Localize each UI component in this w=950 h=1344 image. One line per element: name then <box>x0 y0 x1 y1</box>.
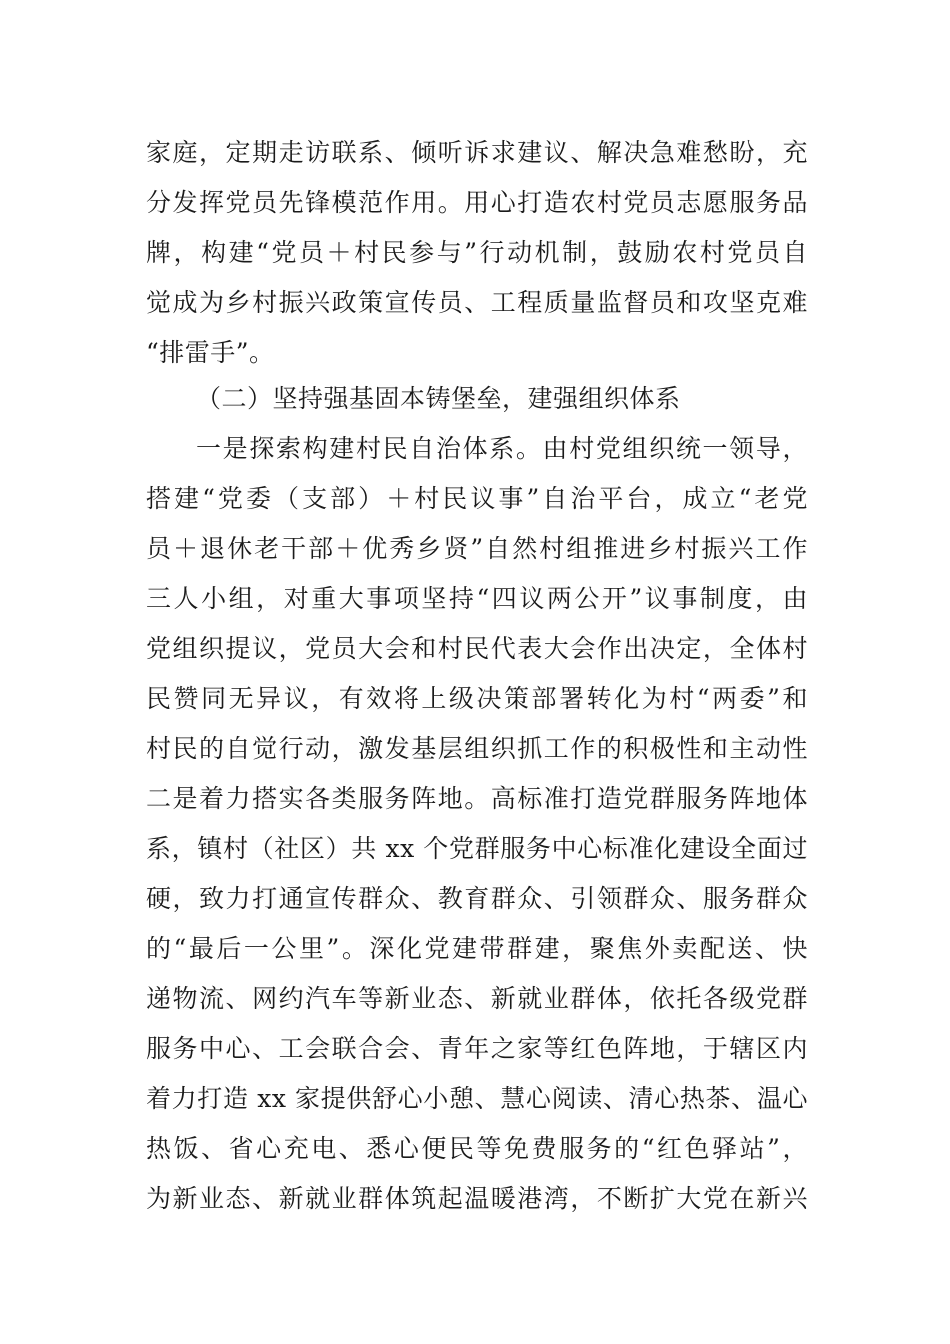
text-line: 的“最后一公里”。深化党建带群建，聚焦外卖配送、快 <box>146 934 808 963</box>
text-line: 服务中心、工会联合会、青年之家等红色阵地，于辖区内 <box>146 1034 808 1063</box>
text-line: 三人小组，对重大事项坚持“四议两公开”议事制度，由 <box>146 584 808 613</box>
text-line: 系，镇村（社区）共 xx 个党群服务中心标准化建设全面过 <box>146 834 808 863</box>
text-line: 家庭，定期走访联系、倾听诉求建议、解决急难愁盼，充 <box>146 138 808 167</box>
section-heading: （二）坚持强基固本铸堡垒，建强组织体系 <box>196 384 681 413</box>
text-line: 着力打造 xx 家提供舒心小憩、慧心阅读、清心热茶、温心 <box>146 1084 808 1113</box>
text-line: 搭建“党委（支部）＋村民议事”自治平台，成立“老党 <box>146 484 808 513</box>
text-line: 民赞同无异议，有效将上级决策部署转化为村“两委”和 <box>146 684 808 713</box>
text-line: 牌，构建“党员＋村民参与”行动机制，鼓励农村党员自 <box>146 238 808 267</box>
text-line: 热饭、省心充电、悉心便民等免费服务的“红色驿站”， <box>146 1134 808 1163</box>
text-line: 觉成为乡村振兴政策宣传员、工程质量监督员和攻坚克难 <box>146 288 808 317</box>
paragraph-first-line: 一是探索构建村民自治体系。由村党组织统一领导， <box>196 434 808 463</box>
text-line: 硬，致力打通宣传群众、教育群众、引领群众、服务群众 <box>146 884 808 913</box>
text-line: 为新业态、新就业群体筑起温暖港湾，不断扩大党在新兴 <box>146 1184 808 1213</box>
text-line: 党组织提议，党员大会和村民代表大会作出决定，全体村 <box>146 634 808 663</box>
text-line: 递物流、网约汽车等新业态、新就业群体，依托各级党群 <box>146 984 808 1013</box>
text-line: 二是着力搭实各类服务阵地。高标准打造党群服务阵地体 <box>146 784 808 813</box>
text-line: “排雷手”。 <box>146 338 275 367</box>
text-line: 分发挥党员先锋模范作用。用心打造农村党员志愿服务品 <box>146 188 808 217</box>
text-line: 村民的自觉行动，激发基层组织抓工作的积极性和主动性 <box>146 734 808 763</box>
text-line: 员＋退休老干部＋优秀乡贤”自然村组推进乡村振兴工作 <box>146 534 808 563</box>
